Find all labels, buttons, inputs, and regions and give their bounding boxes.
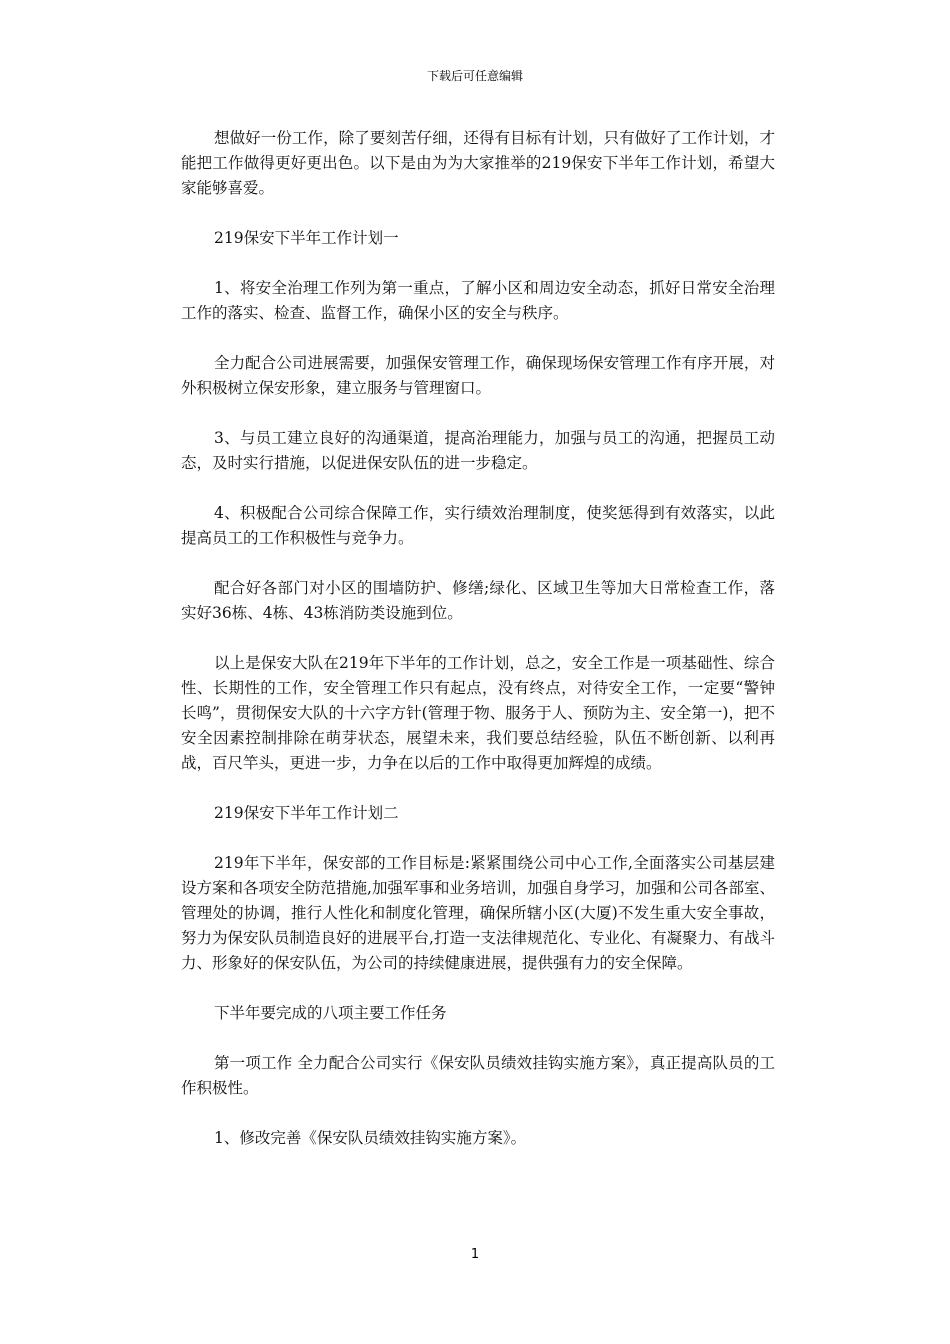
page-number: 1 [470, 1247, 480, 1262]
section-heading-plan-two: 219保安下半年工作计划二 [214, 804, 399, 822]
paragraph: 第一项工作 全力配合公司实行《保安队员绩效挂钩实施方案》，真正提高队员的工作积极性。 [181, 1054, 775, 1097]
paragraph: 全力配合公司进展需要，加强保安管理工作，确保现场保安管理工作有序开展，对外积极树立保安形象，建立服务与管理窗口。 [181, 354, 775, 397]
paragraph: 1、修改完善《保安队员绩效挂钩实施方案》。 [214, 1129, 527, 1147]
section-heading-tasks: 下半年要完成的八项主要工作任务 [214, 1004, 447, 1022]
section-heading-plan-one: 219保安下半年工作计划一 [214, 229, 399, 247]
document-body [181, 126, 775, 1176]
paragraph: 配合好各部门对小区的围墙防护、修缮;绿化、区域卫生等加大日常检查工作，落实好36栋、4栋、43栋消防类设施到位。 [181, 579, 775, 622]
paragraph-intro: 想做好一份工作，除了要刻苦仔细，还得有目标有计划，只有做好了工作计划，才能把工作做得更好更出色。以下是由为为大家推举的219保安下半年工作计划，希望大家能够喜爱。 [181, 129, 775, 197]
paragraph: 3、与员工建立良好的沟通渠道，提高治理能力，加强与员工的沟通，把握员工动态，及时实行措施，以促进保安队伍的进一步稳定。 [181, 429, 775, 472]
header-note: 下载后可任意编辑 [426, 69, 523, 83]
paragraph: 1、将安全治理工作列为第一重点，了解小区和周边安全动态，抓好日常安全治理工作的落实、检查、监督工作，确保小区的安全与秩序。 [181, 279, 775, 322]
paragraph: 219年下半年，保安部的工作目标是:紧紧围绕公司中心工作,全面落实公司基层建设方案和各项安全防范措施,加强军事和业务培训，加强自身学习，加强和公司各部室、管理处的协调，推行人性化和制度化管理，确保所辖小区(大厦)不发生重大安全事故，努力为保安队员制造良好的进展平台,打造一支法律规范化、专业化、有凝聚力、有战斗力、形象好的保安队伍，为公司的持续健康进展，提供强有力的安全保障。 [181, 854, 775, 972]
paragraph: 4、积极配合公司综合保障工作，实行绩效治理制度，使奖惩得到有效落实，以此提高员工的工作积极性与竞争力。 [181, 504, 775, 547]
paragraph: 以上是保安大队在219年下半年的工作计划，总之，安全工作是一项基础性、综合性、长期性的工作，安全管理工作只有起点，没有终点，对待安全工作，一定要“警钟长鸣”，贯彻保安大队的十六字方针(管理于物、服务于人、预防为主、安全第一)，把不安全因素控制排除在萌芽状态，展望未来，我们要总结经验，队伍不断创新、以利再战，百尺竿头，更进一步，力争在以后的工作中取得更加辉煌的成绩。 [181, 654, 775, 772]
